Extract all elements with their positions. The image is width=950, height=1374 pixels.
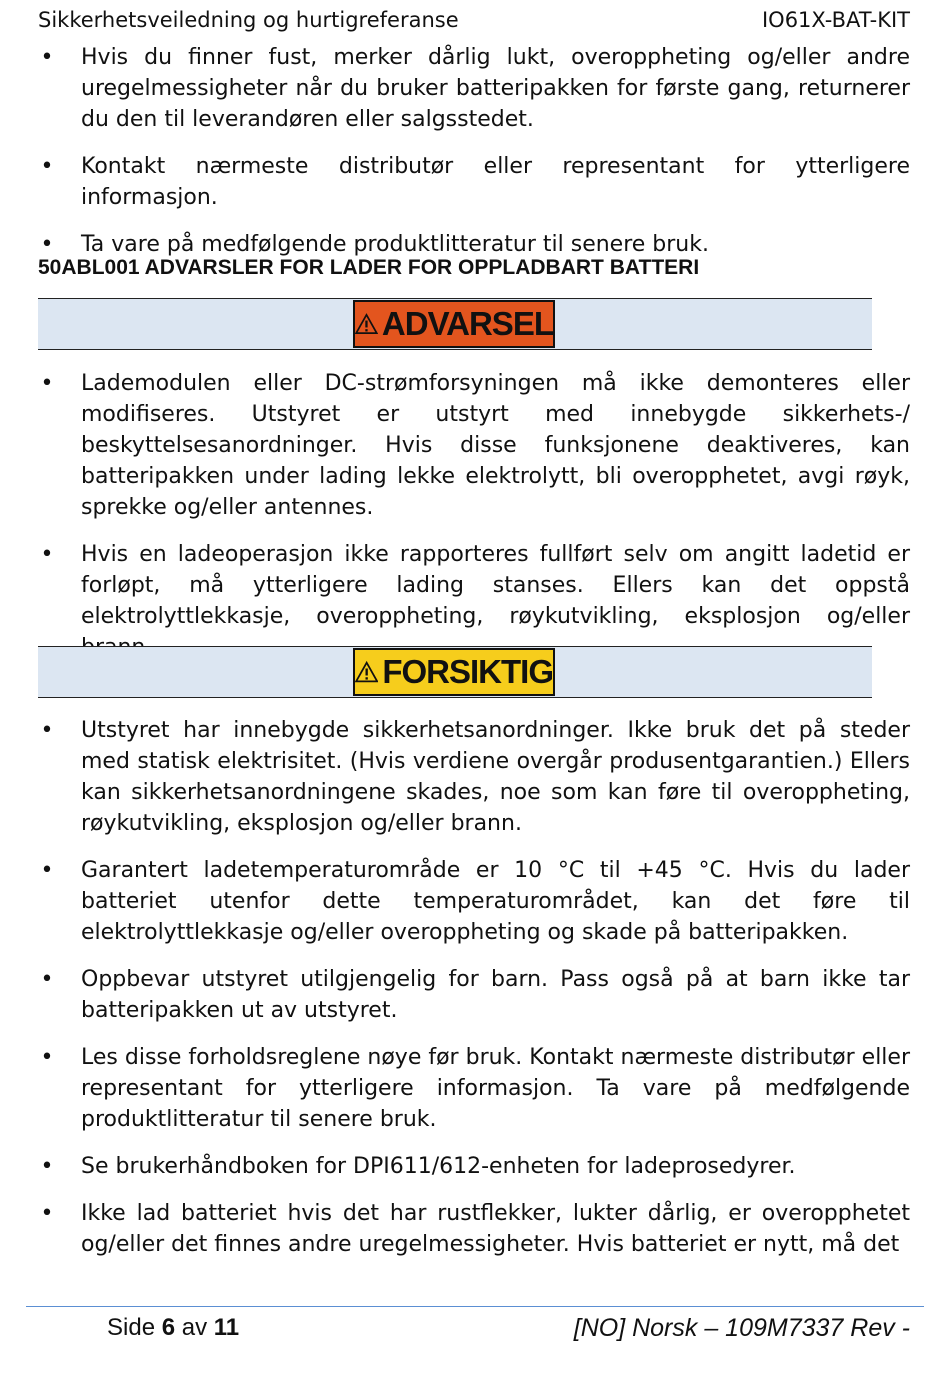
bullet-icon: •	[40, 718, 54, 743]
bullet-icon: •	[40, 1201, 54, 1226]
document-title: Sikkerhetsveiledning og hurtigreferanse	[38, 8, 459, 32]
list-item: • Se brukerhåndboken for DPI611/612-enheten for ladeprosedyrer.	[38, 1151, 910, 1182]
list-item: • Les disse forholdsreglene nøye før bruk. Kontakt nærmeste distributør eller representant for ytterligere informasjon. Ta vare på medfølgende produktlitteratur til senere bruk.	[38, 1042, 910, 1135]
bullet-icon: •	[40, 542, 54, 567]
list-item: • Utstyret har innebygde sikkerhetsanordninger. Ikke bruk det på steder med statisk elektrisitet. (Hvis verdiene overgår produsentgarantien.) Ellers kan sikkerhetsanordningene skades, noe som kan føre til overoppheting, røykutvikling, eksplosjon og/eller brann.	[38, 715, 910, 839]
list-item: • Garantert ladetemperaturområde er 10 °C til +45 °C. Hvis du lader batteriet utenfor dette temperaturområdet, kan det føre til elektrolyttlekkasje og/eller overoppheting og skade på batteripakken.	[38, 855, 910, 948]
list-item: • Lademodulen eller DC-strømforsyningen må ikke demonteres eller modifiseres. Utstyret er utstyrt med innebygde sikkerhets-/ beskyttelsesanordninger. Hvis disse funksjonene deaktiveres, kan batteripakken under lading lekke elektrolytt, bli overopphetet, avgi røyk, sprekke og/eller antennes.	[38, 368, 910, 523]
bullet-icon: •	[40, 1045, 54, 1070]
document-revision: [NO] Norsk – 109M7337 Rev -	[573, 1314, 910, 1342]
bullet-icon: •	[40, 967, 54, 992]
warning-triangle-icon	[355, 655, 378, 689]
list-item: • Ikke lad batteriet hvis det har rustflekker, lukter dårlig, er overopphetet og/eller det finnes andre uregelmessigheter. Hvis batteriet er nytt, må det	[38, 1198, 910, 1260]
caution-band	[38, 646, 872, 698]
caution-label: FORSIKTIG	[382, 653, 553, 690]
caution-bullet-list	[38, 715, 910, 1276]
bullet-icon: •	[40, 45, 54, 70]
list-item: • Hvis en ladeoperasjon ikke rapporteres fullført selv om angitt ladetid er forløpt, må ytterligere lading stanses. Ellers kan det oppstå elektrolyttlekkasje, overoppheting, røykutvikling, eksplosjon og/eller	[38, 539, 910, 663]
intro-bullet-list	[38, 42, 910, 276]
footer-divider	[26, 1306, 924, 1307]
warning-triangle-icon	[355, 307, 378, 341]
list-item: • Ta vare på medfølgende produktlitteratur til senere bruk.	[38, 229, 910, 260]
list-item: • Hvis du finner fust, merker dårlig lukt, overoppheting og/eller andre uregelmessigheter når du bruker batteripakken for første gang, returnerer du den til leverandøren eller salgsstedet.	[38, 42, 910, 135]
page-number: Side 6 av 11	[107, 1314, 240, 1341]
bullet-icon: •	[40, 154, 54, 179]
bullet-icon: •	[40, 858, 54, 883]
warning-label: ADVARSEL	[381, 305, 553, 342]
section-title: 50ABL001 ADVARSLER FOR LADER FOR OPPLADBART BATTERI	[38, 256, 700, 279]
bullet-icon: •	[40, 1154, 54, 1179]
warning-bullet-list	[38, 368, 910, 679]
warning-band	[38, 298, 872, 350]
page-header	[38, 8, 910, 36]
bullet-icon: •	[40, 232, 54, 257]
bullet-icon: •	[40, 371, 54, 396]
list-item: • Oppbevar utstyret utilgjengelig for barn. Pass også på at barn ikke tar batteripakken ut av utstyret.	[38, 964, 910, 1026]
list-item: • Kontakt nærmeste distributør eller representant for ytterligere informasjon.	[38, 151, 910, 213]
product-code: IO61X-BAT-KIT	[761, 8, 910, 32]
caution-sign	[353, 648, 555, 696]
warning-sign	[353, 300, 555, 348]
